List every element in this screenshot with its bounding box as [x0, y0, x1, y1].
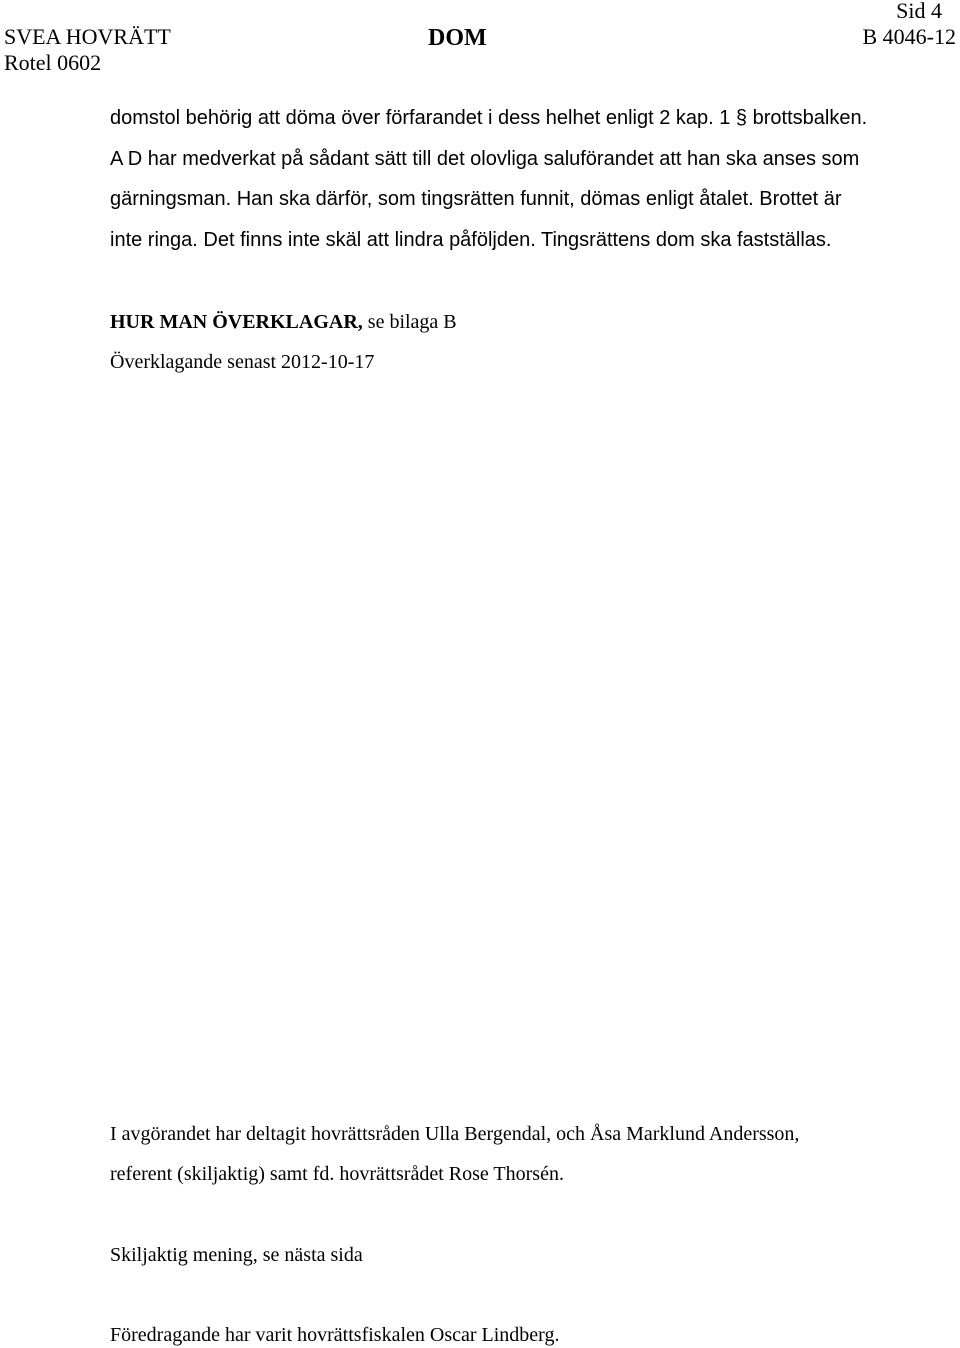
dissent-note: Skiljaktig mening, se nästa sida — [110, 1244, 363, 1266]
appeal-heading: HUR MAN ÖVERKLAGAR, — [110, 311, 363, 333]
document-type: DOM — [428, 25, 487, 51]
case-number: B 4046-12 — [862, 24, 956, 49]
court-name: SVEA HOVRÄTT — [4, 24, 171, 49]
appeal-reference: se bilaga B — [362, 311, 457, 333]
paragraph-line: inte ringa. Det finns inte skäl att lindra påföljden. Tingsrättens dom ska fastställas. — [110, 229, 832, 251]
appeal-instruction — [110, 310, 457, 334]
judges-line: I avgörandet har deltagit hovrättsråden Ulla Bergendal, och Åsa Marklund Andersson, — [110, 1123, 800, 1145]
judges-line: referent (skiljaktig) samt fd. hovrättsrådet Rose Thorsén. — [110, 1163, 564, 1185]
page-number: Sid 4 — [896, 0, 942, 23]
appeal-deadline: Överklagande senast 2012-10-17 — [110, 351, 375, 373]
paragraph-line: A D har medverkat på sådant sätt till det olovliga saluförandet att han ska anses som — [110, 148, 860, 170]
division: Rotel 0602 — [4, 50, 102, 75]
paragraph-line: gärningsman. Han ska därför, som tingsrätten funnit, dömas enligt åtalet. Brottet är — [110, 188, 842, 210]
rapporteur-note: Föredragande har varit hovrättsfiskalen Oscar Lindberg. — [110, 1324, 560, 1346]
paragraph-line: domstol behörig att döma över förfarandet i dess helhet enligt 2 kap. 1 § brottsbalken. — [110, 107, 868, 129]
